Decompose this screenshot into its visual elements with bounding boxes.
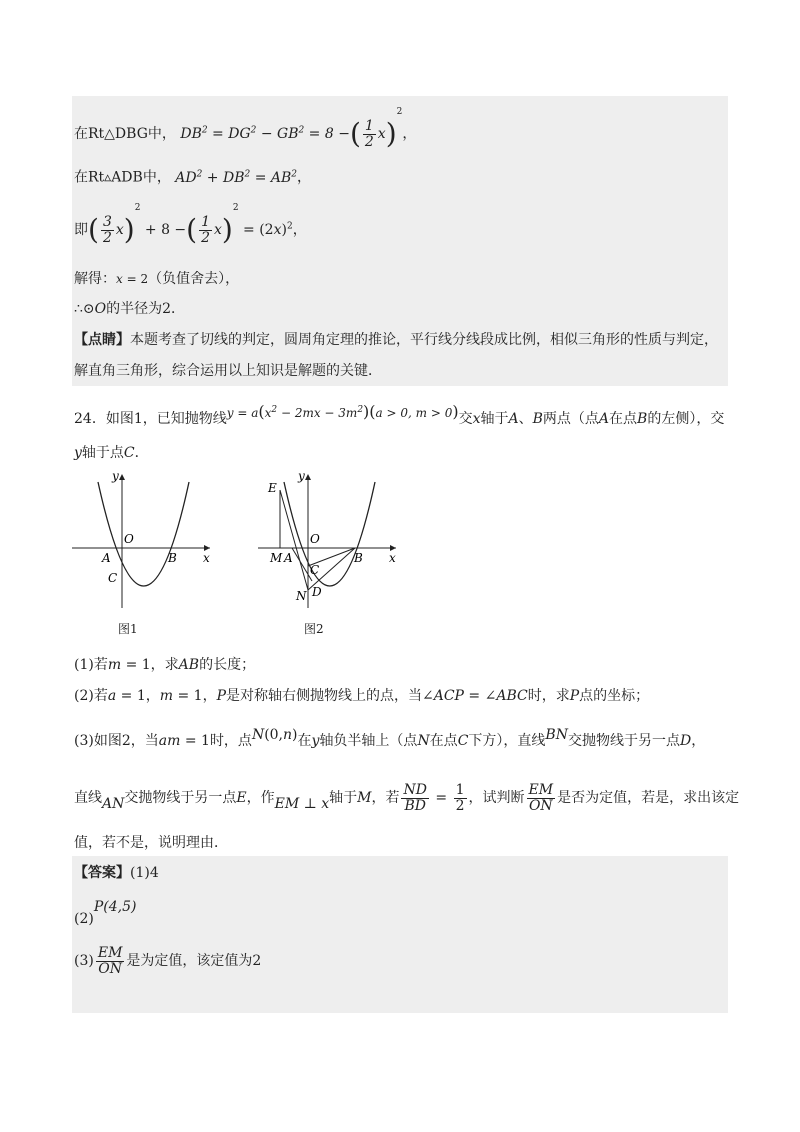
fig2-label-N: N xyxy=(296,589,307,603)
fig2-label-E: E xyxy=(268,481,277,495)
fig2-label-y: y xyxy=(298,470,305,483)
problem-intro-line-1: 24．如图1，已知抛物线$y = a(x^2 - 2mx - 3m^2)(a > 0$, m > 0)交x轴于A、B两点（点A在点B的左侧），交 xyxy=(74,402,725,427)
fig2-label-D: D xyxy=(312,585,322,599)
fig1-label-C: C xyxy=(108,571,118,585)
fig2-y-arrow xyxy=(305,474,311,480)
fig1-label-y: y xyxy=(112,470,119,483)
fig2-label-x: x xyxy=(389,551,396,565)
answer-2: (2)P(4,5) xyxy=(74,899,137,927)
answer-1: 【答案】(1)4 xyxy=(74,865,159,881)
answer-shade xyxy=(72,856,728,1013)
solution-line-5: ∴⊙O的半径为2． xyxy=(74,301,186,317)
fig2-label-O: O xyxy=(310,532,320,546)
figure-1-caption: 图1 xyxy=(118,622,138,636)
fig2-line-AN xyxy=(280,490,308,590)
question-3-line-2: 直线AN交抛物线于另一点E，作EM ⊥ x轴于M，若 $\frac{ND}{BD}$ = $\frac{1}{2}$ ，试判断 $\frac{EM}{ON}$ 是否为定值，若是，求出该定 xyxy=(74,782,740,814)
problem-intro-line-2: y轴于点C． xyxy=(74,445,149,461)
question-2: (2)若a = 1，m = 1，P是对称轴右侧抛物线上的点，当∠ACP = ∠ABC时，求P点的坐标； xyxy=(74,688,650,704)
fig2-label-B: B xyxy=(354,551,363,565)
fig1-label-A: A xyxy=(102,551,111,565)
fig2-label-M: M xyxy=(270,551,283,565)
figure-2-caption: 图2 xyxy=(304,622,324,636)
fig1-label-B: B xyxy=(168,551,177,565)
fig1-y-arrow xyxy=(119,474,125,480)
fig2-label-C: C xyxy=(310,563,320,577)
fig1-label-O: O xyxy=(124,532,134,546)
figure-2 xyxy=(250,470,400,620)
solution-line-4: 解得：x = 2（负值舍去）， xyxy=(74,271,240,287)
solution-line-3: 即( $\frac{3}{2}$ x)$^2$ + 8 −( $\frac{1}{2}$ $x)^2 = (2x)^2$， xyxy=(74,203,307,246)
question-1: (1)若m = 1，求AB的长度； xyxy=(74,657,256,673)
question-3-line-3: 值，若不是，说明理由． xyxy=(74,835,228,851)
fig2-label-A: A xyxy=(284,551,293,565)
figure-1 xyxy=(64,470,214,620)
comment-line-2: 解直角三角形，综合运用以上知识是解题的关键． xyxy=(74,363,382,379)
question-3-line-1: (3)如图2，当am = 1时，点N(0,n)在y轴负半轴上（点N在点C下方），直线BN交抛物线于另一点D， xyxy=(74,727,706,749)
fig1-label-x: x xyxy=(203,551,210,565)
comment-tag: 【点睛】 xyxy=(74,332,130,348)
answer-3: (3) $\frac{EM}{ON}$ 是为定值，该定值为2 xyxy=(74,945,262,977)
comment-line-1: 【点睛】本题考查了切线的判定，圆周角定理的推论，平行线分线段成比例，相似三角形的性质与判定， xyxy=(74,332,718,348)
solution-line-1: 在Rt△DBG中， $DB^2 = DG^2 - GB^2 = 8$ −( $\frac{1}{2}$ x)$^2$， xyxy=(74,107,417,150)
answer-tag: 【答案】 xyxy=(74,865,130,881)
solution-line-2: 在Rt▵ADB中， $AD^2 + DB^2 = AB^2$， xyxy=(74,169,312,186)
